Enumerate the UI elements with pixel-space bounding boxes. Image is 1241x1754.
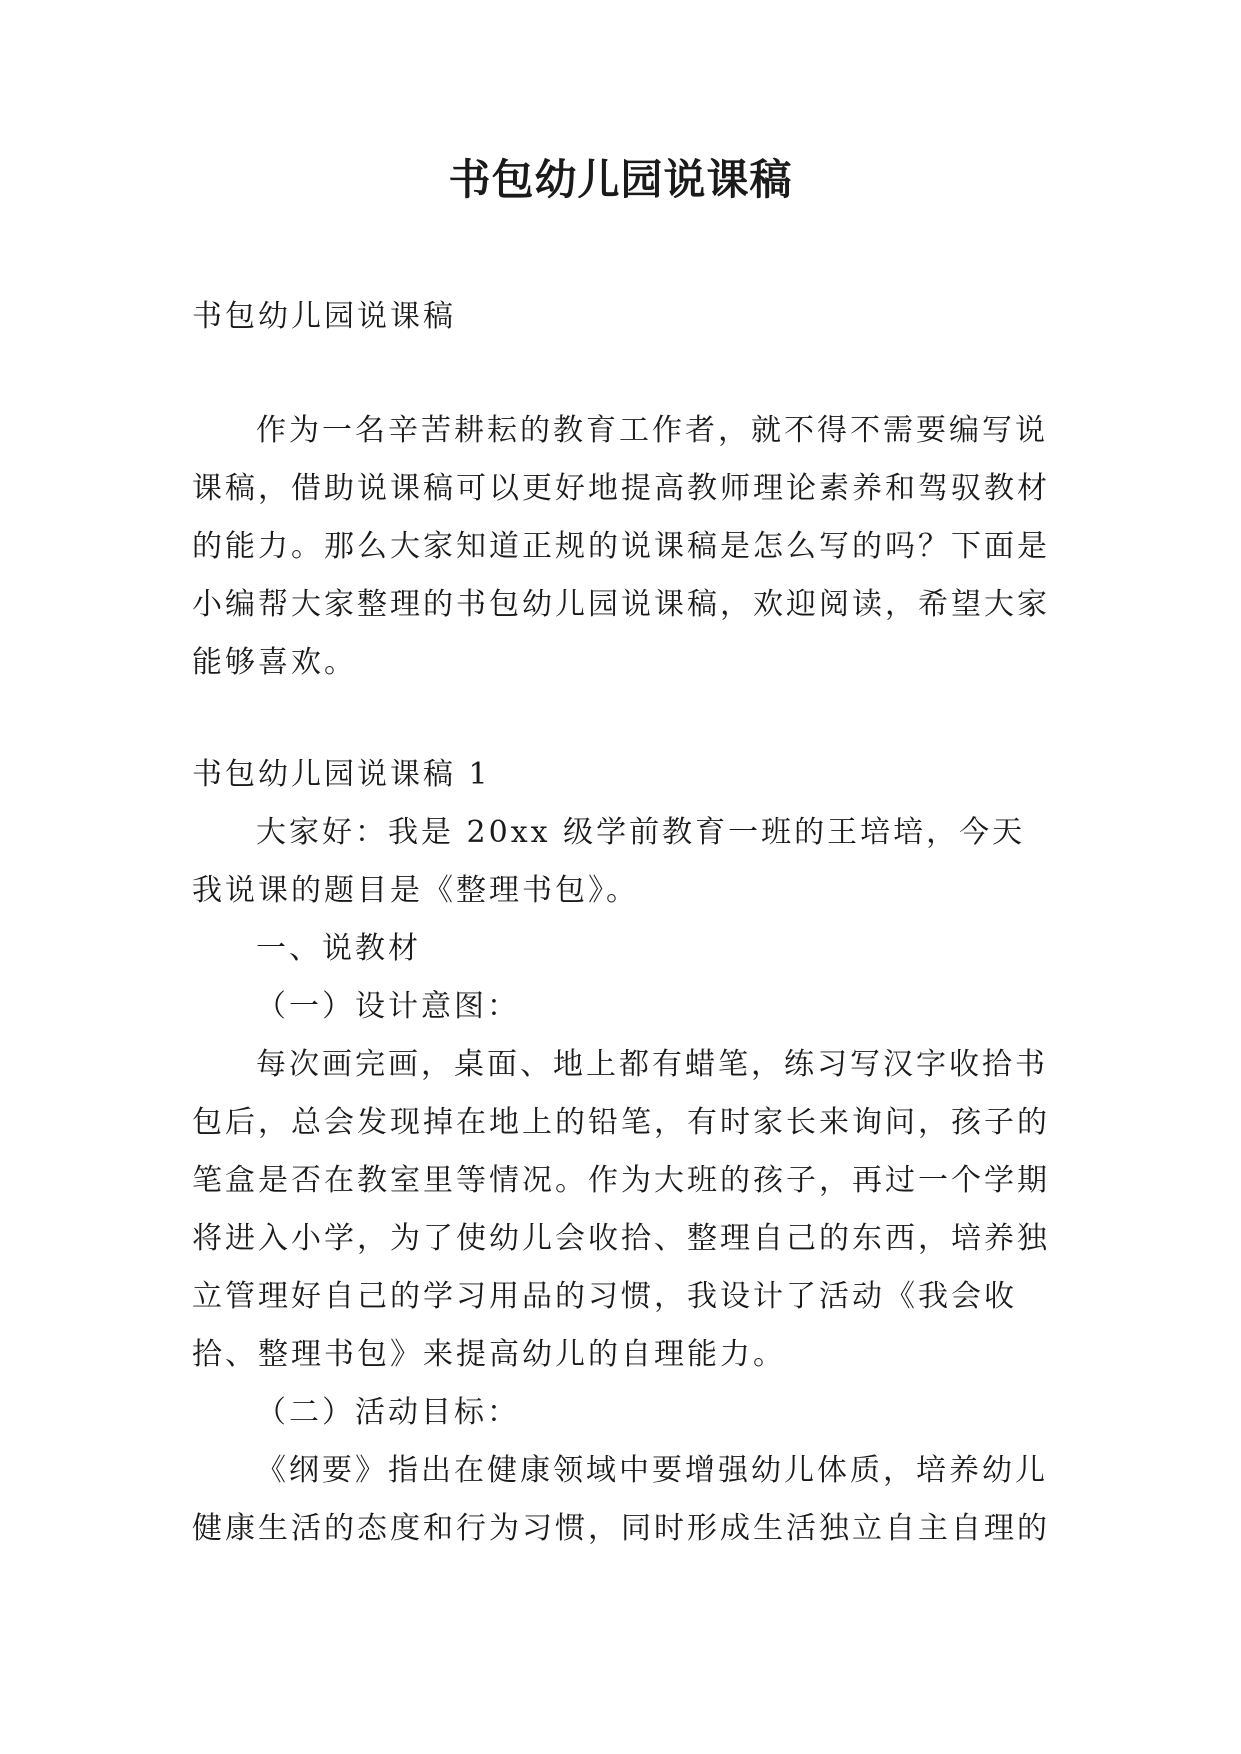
design-intent-paragraph: 每次画完画，桌面、地上都有蜡笔，练习写汉字收拾书包后，总会发现掉在地上的铅笔，有时家长来询问，孩子的笔盒是否在教室里等情况。作为大班的孩子，再过一个学期将进入小学，为了使幼儿会收拾、整理自己的东西，培养独立管理好自己的学习用品的习惯，我设计了活动《我会收拾、整理书包》来提高幼儿的自理能力。 [192, 1047, 1050, 1372]
activity-goals-paragraph: 《纲要》指出在健康领域中要增强幼儿体质，培养幼儿健康生活的态度和行为习惯，同时形成生活独立自主自理的 [192, 1453, 1050, 1546]
heading-activity-goals: （二）活动目标： [256, 1395, 520, 1430]
greeting-paragraph: 大家好：我是 20xx 级学前教育一班的王培培，今天我说课的题目是《整理书包》。 [192, 815, 1026, 908]
intro-paragraph: 作为一名辛苦耕耘的教育工作者，就不得不需要编写说课稿，借助说课稿可以更好地提高教师理论素养和驾驭教材的能力。那么大家知道正规的说课稿是怎么写的吗？下面是小编帮大家整理的书包幼儿园说课稿，欢迎阅读，希望大家能够喜欢。 [192, 413, 1050, 680]
section-body [192, 804, 1052, 1558]
heading-teaching-material: 一、说教材 [256, 931, 421, 966]
section-heading: 书包幼儿园说课稿 1 [192, 757, 491, 792]
document-subtitle: 书包幼儿园说课稿 [192, 299, 456, 334]
document-title: 书包幼儿园说课稿 [448, 155, 793, 204]
heading-design-intent: （一）设计意图： [256, 989, 520, 1024]
